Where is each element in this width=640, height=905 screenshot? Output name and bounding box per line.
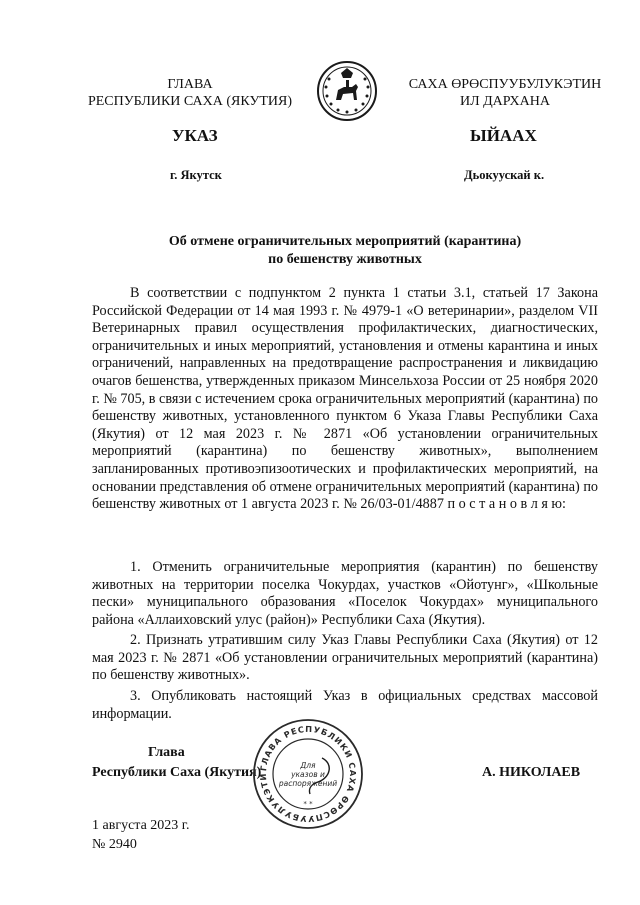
header-left — [80, 76, 300, 110]
header-right-line1: САХА ӨРӨСПУУБУЛУКЭТИН — [408, 77, 602, 92]
city-ru: г. Якутск — [170, 168, 222, 182]
item-1-paragraph: 1. Отменить ограничительные мероприятия (карантин) по бешенству животных на территории поселка Чокурдах, участков «Ойотунг», «Школьные пески» муниципального образования «Поселок Чокурдах» муниципального района «Аллаиховский улус (район)» Республики Саха (Якутия). — [92, 559, 598, 628]
signature-position-line2: Республики Саха (Якутия) — [92, 765, 262, 780]
stamp-ring-text: ГЛАВА РЕСПУБЛИКИ САХА ӨРӨСПУУБУЛУКЭТИ — [257, 723, 359, 825]
item-3-paragraph: 3. Опубликовать настоящий Указ в официальных средствах массовой информации. — [92, 688, 598, 722]
preamble-paragraph: В соответствии с подпунктом 2 пункта 1 статьи 3.1, статьей 17 Закона Российской Федерации от 14 мая 1993 г. № 4979-1 «О ветеринарии», разделом VII Ветеринарных правил осуществления профилактических, диагностических, ограничительных и иных мероприятий, установления и отмены карантина и иных ограничений, направленных на предотвращение распространения и ликвидацию очагов бешенства, утвержденных приказом Минсельхоза России от 25 ноября 2020 г. № 705, в связи с истечением срока ограничительных мероприятий (карантина) по бешенству животных, установленного пунктом 6 Указа Главы Республики Саха (Якутия) от 12 мая 2023 г. № 2871 «Об установлении ограничительных мероприятий (карантина) по бешенству животных», выполнением запланированных противоэпизоотических и профилактических мероприятий, на основании представления об отмене ограничительных мероприятий (карантина) по бешенству животных от 1 августа 2023 г. № 26/03-01/4887 п о с т а н о в л я ю: — [92, 285, 598, 513]
header-left-line2: РЕСПУБЛИКИ САХА (ЯКУТИЯ) — [87, 94, 293, 109]
signature-name: А. НИКОЛАЕВ — [482, 765, 581, 780]
doc-type-sakha: ЫЙААХ — [470, 126, 537, 145]
footer-date: 1 августа 2023 г. — [92, 818, 190, 833]
document-title — [92, 233, 598, 269]
footer-number: № 2940 — [92, 837, 137, 852]
doc-type-ru: УКАЗ — [172, 126, 218, 145]
footer — [92, 816, 189, 854]
header-right — [400, 76, 610, 110]
header-right-line2: ИЛ ДАРХАНА — [459, 94, 550, 109]
stamp-center-line3: распоряжений — [278, 779, 338, 788]
title-line2: по бешенству животных — [268, 252, 422, 267]
city-sakha: Дьокуускай к. — [464, 168, 545, 182]
item-2-paragraph: 2. Признать утратившим силу Указ Главы Республики Саха (Якутия) от 12 мая 2023 г. № 2871 «Об установлении ограничительных мероприятий (карантина) по бешенству животных». — [92, 632, 598, 684]
header-left-line1: ГЛАВА — [167, 77, 213, 92]
coat-of-arms-icon — [316, 60, 378, 122]
stamp-center-line1: Для — [300, 761, 316, 770]
stamp-center-line2: указов и — [291, 770, 325, 779]
official-stamp — [252, 718, 364, 830]
svg-text:* *: * * — [303, 800, 313, 808]
title-line1: Об отмене ограничительных мероприятий (карантина) — [168, 234, 522, 249]
signature-position-line1: Глава — [148, 745, 185, 760]
